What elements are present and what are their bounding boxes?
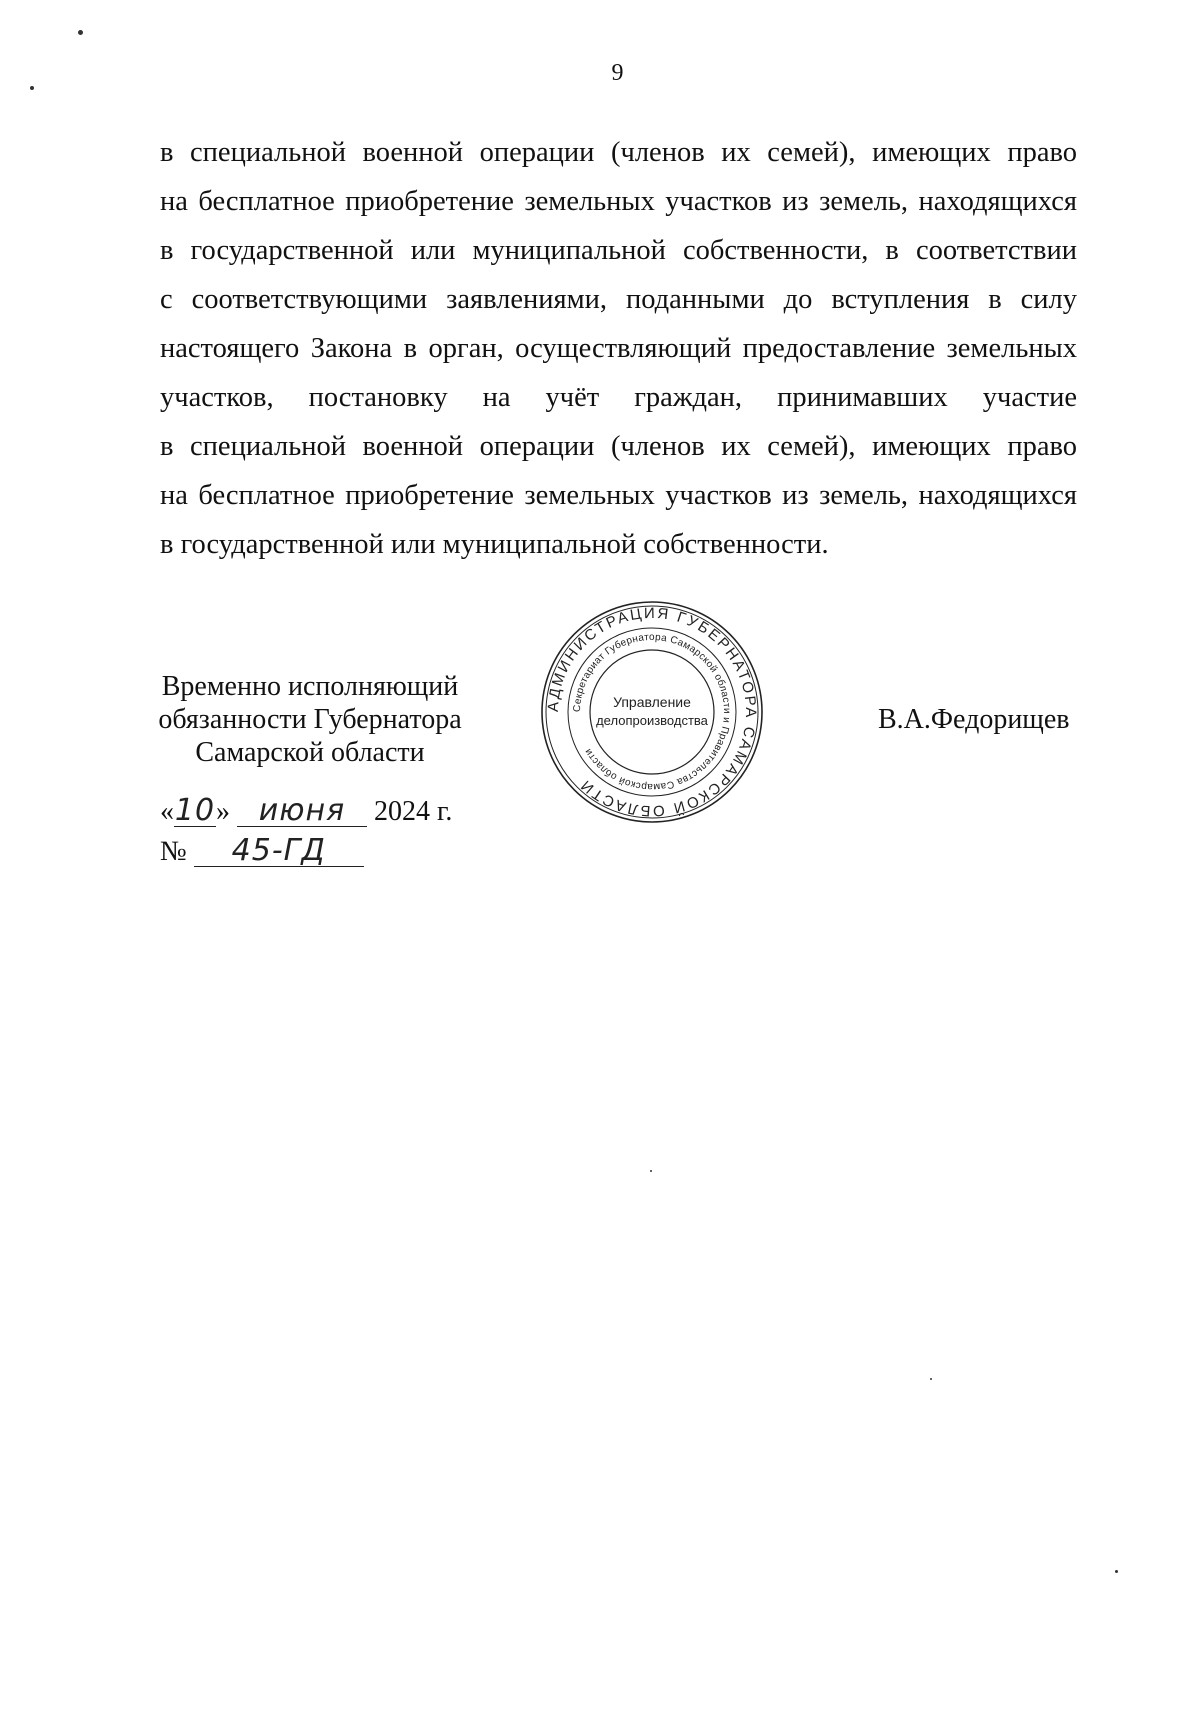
signatory-title: [150, 670, 470, 769]
text-line: настоящего Закона в орган, осуществляющий предоставление земельных: [160, 333, 1077, 364]
date-day: 10: [174, 793, 216, 828]
text-line: на бесплатное приобретение земельных участков из земель, находящихся: [160, 480, 1077, 511]
text-line: в государственной или муниципальной собственности, в соответствии: [160, 235, 1077, 266]
text-line: на бесплатное приобретение земельных участков из земель, находящихся: [160, 186, 1077, 217]
signatory-title-line: Самарской области: [195, 737, 425, 768]
signatory-title-line: Временно исполняющий: [161, 671, 459, 702]
text-line: в специальной военной операции (членов их семей), имеющих право: [160, 137, 1077, 168]
scan-speck: [930, 1378, 932, 1380]
document-number: [160, 833, 364, 868]
text-line: участков, постановку на учёт граждан, принимавших участие: [160, 382, 1077, 413]
scan-speck: [1115, 1570, 1118, 1573]
official-seal: [537, 597, 767, 827]
number-sign: №: [160, 836, 187, 867]
number-value: 45-ГД: [194, 836, 364, 867]
date-month: июня: [237, 796, 367, 827]
date-close-quote: »: [216, 796, 230, 827]
date-year: 2024 г.: [374, 796, 453, 827]
text-line: в специальной военной операции (членов их семей), имеющих право: [160, 431, 1077, 462]
body-paragraph: [160, 128, 1077, 569]
scan-speck: [650, 1170, 652, 1172]
seal-inner-text: Секретариат Губернатора Самарской области и Правительства Самарской области: [571, 631, 733, 793]
signatory-title-line: обязанности Губернатора: [158, 704, 462, 735]
seal-center-line: делопроизводства: [596, 713, 708, 728]
page-number: 9: [611, 60, 624, 86]
scan-speck: [30, 86, 34, 90]
scan-speck: [78, 30, 83, 35]
text-line: в государственной или муниципальной собственности.: [160, 529, 829, 560]
date-open-quote: «: [160, 796, 174, 827]
seal-center-line: Управление: [613, 694, 691, 710]
seal-outer-text: АДМИНИСТРАЦИЯ ГУБЕРНАТОРА САМАРСКОЙ ОБЛАСТИ: [544, 604, 760, 820]
text-line: с соответствующими заявлениями, поданными до вступления в силу: [160, 284, 1077, 315]
document-date: [160, 793, 453, 828]
signatory-name: В.А.Федорищев: [878, 704, 1070, 735]
